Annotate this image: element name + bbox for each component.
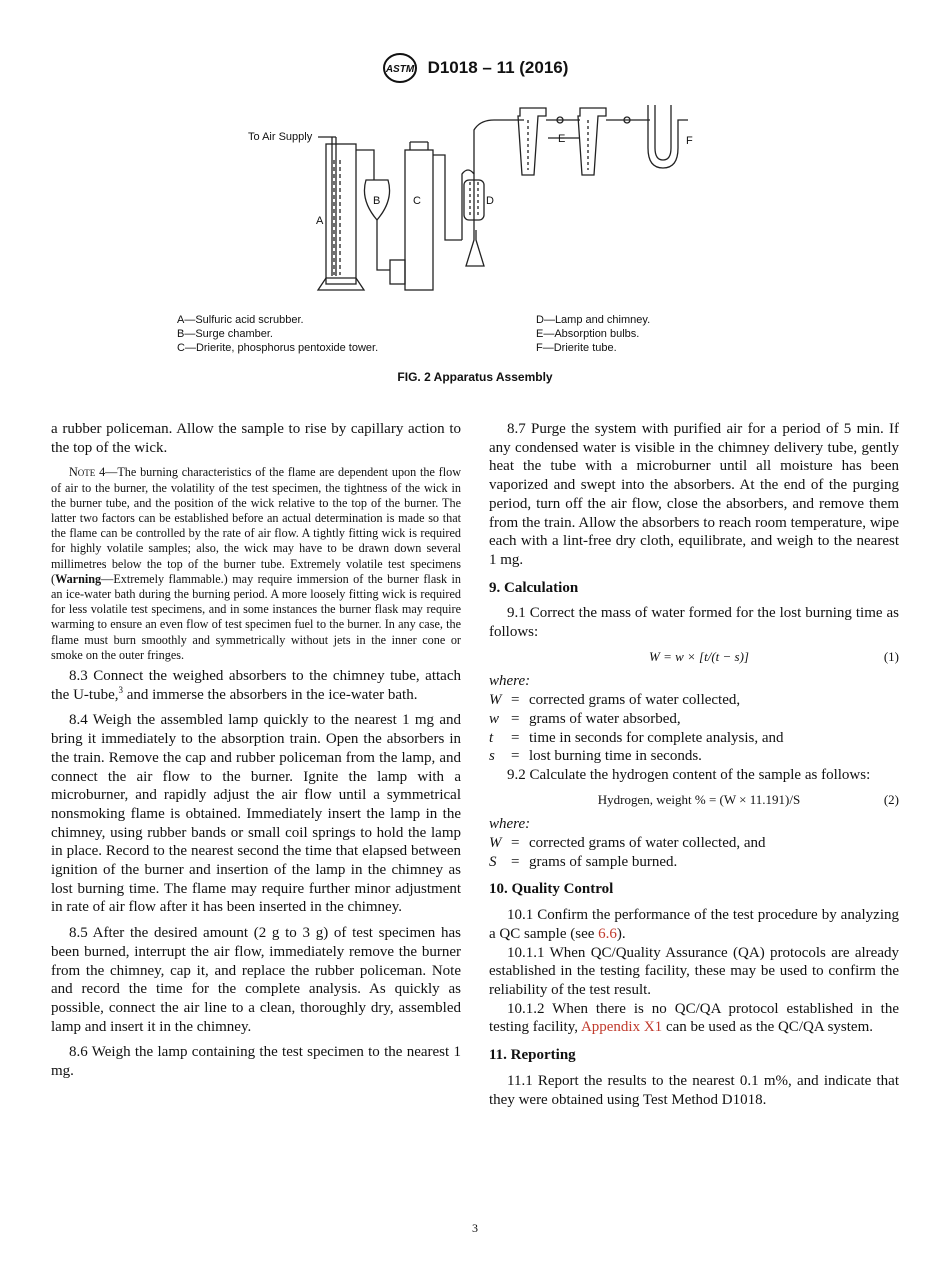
paragraph-10-1-text: 10.1 Confirm the performance of the test procedure by analyzing a QC sample (see <box>489 907 899 942</box>
paragraph-8-3 <box>51 667 461 704</box>
variable-row <box>489 710 899 729</box>
figure-caption: FIG. 2 Apparatus Assembly <box>397 370 553 384</box>
variable-symbol: s <box>489 748 495 765</box>
legend-item: E—Absorption bulbs. <box>536 328 640 340</box>
equation-2 <box>489 791 899 810</box>
section-10-heading: 10. Quality Control <box>489 881 614 898</box>
figure-legend-right <box>536 313 650 355</box>
note-label: Note <box>69 465 96 480</box>
variable-symbol: W <box>489 692 502 709</box>
where-label: where: <box>489 673 531 690</box>
variable-definition: time in seconds for complete analysis, and <box>529 729 784 746</box>
variable-equals: = <box>511 853 520 870</box>
label-a: A <box>316 215 324 227</box>
legend-item: A—Sulfuric acid scrubber. <box>177 314 304 326</box>
paragraph-9-2: 9.2 Calculate the hydrogen content of the sample as follows: <box>507 766 871 783</box>
astm-logo-icon <box>382 52 418 84</box>
paragraph-10-1-2-text: 10.1.2 When there is no QC/QA protocol established in the testing facility, <box>489 1000 899 1036</box>
variable-row <box>489 747 899 766</box>
variable-equals: = <box>511 710 520 727</box>
variable-symbol: W <box>489 835 502 852</box>
apparatus-diagram <box>240 100 720 300</box>
sulfuric-acid-scrubber <box>326 144 356 284</box>
variable-definition: grams of water absorbed, <box>529 710 681 727</box>
variable-definition: grams of sample burned. <box>529 853 678 870</box>
variable-equals: = <box>511 692 520 709</box>
astm-logo-text: ASTM <box>385 64 414 75</box>
label-e: E <box>558 133 566 145</box>
variable-symbol: t <box>489 729 494 746</box>
note-number: 4 <box>99 465 106 480</box>
paragraph-8-3-text-end: and immerse the absorbers in the ice-water bath. <box>122 686 418 703</box>
paragraph-10-1-2 <box>489 1000 899 1037</box>
legend-item: D—Lamp and chimney. <box>536 314 651 326</box>
variable-definition: lost burning time in seconds. <box>529 748 702 765</box>
paragraph-10-1-2-text-end: can be used as the QC/QA system. <box>662 1019 873 1036</box>
warning-label: Warning <box>55 571 102 586</box>
equation-1-body: W = w × [t/(t − s)] <box>649 648 749 664</box>
footnote-ref-3[interactable]: 3 <box>118 684 123 695</box>
variable-symbol: S <box>489 853 497 870</box>
drierite-u-tube <box>655 105 671 160</box>
page-number: 3 <box>472 1221 478 1235</box>
legend-item: C—Drierite, phosphorus pentoxide tower. <box>177 342 379 354</box>
paragraph-11-1: 11.1 Report the results to the nearest 0.1 m%, and indicate that they were obtained using Test Method D1018. <box>489 1072 899 1108</box>
variable-equals: = <box>511 835 520 852</box>
paragraph-10-1 <box>489 906 899 943</box>
label-c: C <box>413 195 421 207</box>
label-b: B <box>373 195 381 207</box>
absorption-bulb-2 <box>578 108 606 175</box>
note-4 <box>51 465 461 663</box>
label-f: F <box>686 135 693 147</box>
paragraph-8-5: 8.5 After the desired amount (2 g to 3 g) of test specimen has been burned, interrupt the air flow, immediately remove the burner from the chimney, cap it, and replace the rubber policeman. Note and record the time for the complete analysis. As quickly as possible, connect the air line to a clean, thoroughly dry, assembled lamp and insert it in the chimney. <box>51 925 461 1035</box>
variable-row <box>489 853 899 872</box>
paragraph-10-1-1: 10.1.1 When QC/Quality Assurance (QA) protocols are already established in the testing facility, these may be used to confirm the reliability of the test result. <box>489 944 899 998</box>
equation-2-number: (2) <box>883 791 899 807</box>
appendix-x1-link[interactable]: Appendix X1 <box>580 1019 663 1036</box>
section-6-6-link[interactable]: 6.6 <box>598 925 617 942</box>
variable-list-1 <box>489 691 899 766</box>
variable-equals: = <box>511 748 520 765</box>
note-text-part2: —Extremely flammable.) may require immersion of the burner flask in an ice-water bath during the burning period. A more loosely fitting wick is required for less volatile test specimens, and in some instances the burner flask may require warming to ensure an even flow of test specimen fuel to the burner. In any case, the flame must burn smoothly and symmetrically without jets in the inner cone or smoke on the outer fringes. <box>51 571 461 662</box>
variable-definition: corrected grams of water collected, and <box>529 835 766 852</box>
equation-1 <box>489 648 899 667</box>
paragraph-continuation: a rubber policeman. Allow the sample to rise by capillary action to the top of the wick. <box>51 421 461 456</box>
equation-1-number: (1) <box>883 648 899 664</box>
variable-list-2 <box>489 834 899 871</box>
where-label: where: <box>489 816 531 833</box>
paragraph-10-1-text-end: ). <box>616 925 626 942</box>
variable-row <box>489 691 899 710</box>
variable-row <box>489 834 899 853</box>
legend-item: F—Drierite tube. <box>536 342 617 354</box>
right-column <box>489 420 899 1109</box>
variable-row <box>489 729 899 748</box>
paragraph-8-4: 8.4 Weigh the assembled lamp quickly to the nearest 1 mg and bring it immediately to the absorption train. Open the absorbers in the train. Remove the cap and rubber policeman from the lamp, and connect the air flow to the burner. Ignite the lamp with a microburner, and rapidly adjust the air flow until a symmetrical nonsmoking flame is obtained. Immediately insert the lamp in the chimney, using rubber bands or small coil springs to hold the lamp in place. Record to the nearest second the time that elapsed between ignition of the burner and insertion of the lamp in the chimney as lost burning time. The flame may require further minor adjustment in rate of air flow after it has been inserted in the chimney. <box>51 712 461 916</box>
paragraph-9-1: 9.1 Correct the mass of water formed for the lost burning time as follows: <box>489 605 899 641</box>
page-header <box>0 52 950 84</box>
figure-legend-left <box>177 313 378 355</box>
paragraph-8-6: 8.6 Weigh the lamp containing the test specimen to the nearest 1 mg. <box>51 1044 461 1080</box>
paragraph-8-3-text: 8.3 Connect the weighed absorbers to the chimney tube, attach the U-tube, <box>51 668 461 703</box>
legend-item: B—Surge chamber. <box>177 328 273 340</box>
absorption-bulb-1 <box>518 108 546 175</box>
equation-2-body: Hydrogen, weight % = (W × 11.191)/S <box>597 791 801 807</box>
section-11-heading: 11. Reporting <box>489 1047 576 1064</box>
note-text-part1: —The burning characteristics of the flame are dependent upon the flow of air to the burner, the volatility of the test specimen, the tightness of the wick in the burner tube, and the position of the wick relative to the top of the burner. The latter two factors can be established before an actual determination is made so that the flame can be controlled by the rate of air flow. A tightly fitting wick is required for highly volatile samples; also, the wick may have to be drawn down several millimetres below the top of the burner tube. Extremely volatile test specimens ( <box>51 465 461 586</box>
variable-definition: corrected grams of water collected, <box>529 692 741 709</box>
air-supply-label: To Air Supply <box>248 131 313 143</box>
variable-equals: = <box>511 729 520 746</box>
drierite-tower <box>405 150 433 290</box>
section-9-heading: 9. Calculation <box>489 579 579 596</box>
standard-designation: D1018 – 11 (2016) <box>427 58 569 77</box>
paragraph-8-7: 8.7 Purge the system with purified air for a period of 5 min. If any condensed water is visible in the chimney delivery tube, gently heat the tube with a microburner until all moisture has been vaporized and swept into the absorbers. At the end of the purging period, turn off the air flow, close the absorbers, and remove them from the train. Allow the absorbers to reach room temperature, wipe each with a lint-free dry cloth, equilibrate, and weigh to the nearest 1 mg. <box>489 421 899 568</box>
label-d: D <box>486 195 494 207</box>
variable-symbol: w <box>489 710 500 727</box>
left-column <box>51 420 461 1081</box>
